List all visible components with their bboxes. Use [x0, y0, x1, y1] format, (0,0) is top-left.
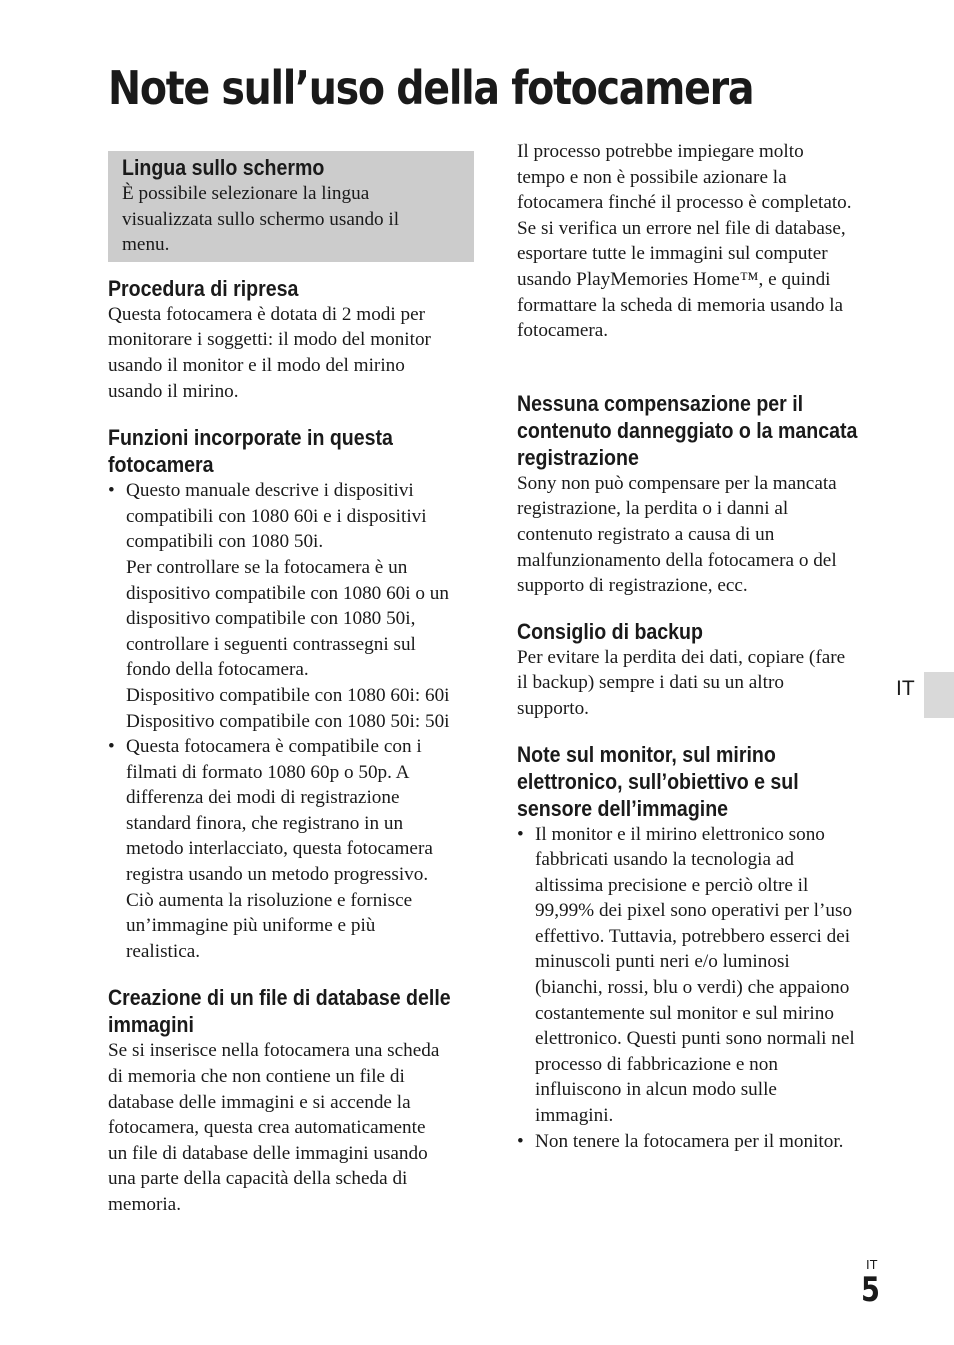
footer-language: IT [866, 1257, 878, 1272]
bullet-list-monitor [517, 822, 883, 1155]
bullet-glyph: • [517, 1130, 524, 1152]
bullet-glyph: • [108, 480, 115, 502]
right-column [517, 139, 883, 1154]
section-heading-funzioni: Funzioni incorporate in questa fotocamera [108, 425, 393, 478]
list-item-text: Il monitor e il mirino elettronico sono fabbricati usando la tecnologia ad altissima precisione e perciò oltre il 99,99% dei pixel sono operativi per l’uso effettivo. Tuttavia, potrebbero esserci dei minuscoli punti neri e/o luminosi (bianchi, rossi, blu o verdi) che appaiono costantemente sul monitor e sul mirino elettronico. Questi punti sono normali nel processo di fabbricazione e non influiscono in alcun modo sulle immagini. [535, 823, 855, 1127]
list-item [108, 478, 474, 734]
list-item [517, 1129, 883, 1155]
language-tab-marker [924, 672, 954, 718]
page-number: 5 [861, 1270, 880, 1310]
section-text-backup: Per evitare la perdita dei dati, copiare (fare il backup) sempre i dati su un altro supporto. [517, 646, 846, 719]
note-box-text: È possibile selezionare la lingua visualizzata sullo schermo usando il menu. [122, 183, 400, 256]
bullet-glyph: • [108, 736, 115, 758]
list-item-text: Questo manuale descrive i dispositivi compatibili con 1080 60i e i dispositivi compatibili con 1080 50i. Per controllare se la fotocamera è un dispositivo compatibile con 1080 60i o un dispositivo compatibile con 1080 50i, controllare i seguenti contrassegni sul fondo della fotocamera. Dispositivo compatibile con 1080 60i: 60i Dispositivo compatibile con 1080 50i: 50i [126, 480, 450, 732]
page-title: Note sull’uso della fotocamera [108, 61, 754, 115]
section-heading-monitor: Note sul monitor, sul mirino elettronico, sull’obiettivo e sul sensore dell’immagine [517, 741, 799, 821]
section-heading-backup: Consiglio di backup [517, 618, 703, 644]
section-heading-nessuna: Nessuna compensazione per il contenuto danneggiato o la mancata registrazione [517, 390, 858, 470]
continuation-text: Il processo potrebbe impiegare molto tempo e non è possibile azionare la fotocamera finché il processo è completato. Se si verifica un errore nel file di database, esportare tutte le immagini sul computer usando PlayMemories Home™, e quindi formattare la scheda di memoria usando la fotocamera. [517, 141, 852, 342]
note-box-language [108, 151, 474, 262]
list-item-text: Questa fotocamera è compatibile con i filmati di formato 1080 60p o 50p. A differenza dei modi di registrazione standard finora, che registrano in un metodo interlacciato, questa fotocamera registra usando un metodo progressivo. Ciò aumenta la risoluzione e fornisce un’immagine più uniforme e più realistica. [126, 736, 433, 962]
section-text-creazione: Se si inserisce nella fotocamera una scheda di memoria che non contiene un file di database delle immagini e si accende la fotocamera, questa crea automaticamente un file di database delle immagini usando una parte della capacità della scheda di memoria. [108, 1040, 440, 1215]
list-item-text: Non tenere la fotocamera per il monitor. [535, 1130, 844, 1152]
list-item [108, 734, 474, 964]
bullet-list-funzioni [108, 478, 474, 964]
section-heading-creazione: Creazione di un file di database delle immagini [108, 985, 451, 1038]
left-column [108, 138, 474, 1218]
language-tab-label: IT [896, 677, 915, 700]
section-text-nessuna: Sony non può compensare per la mancata registrazione, la perdita o i danni al contenuto registrato a causa di un malfunzionamento della fotocamera o del supporto di registrazione, ecc. [517, 472, 837, 597]
section-heading-procedura: Procedura di ripresa [108, 275, 299, 301]
note-box-heading: Lingua sullo schermo [122, 155, 325, 180]
bullet-glyph: • [517, 823, 524, 845]
list-item [517, 822, 883, 1129]
section-text-procedura: Questa fotocamera è dotata di 2 modi per monitorare i soggetti: il modo del monitor usando il monitor e il modo del mirino usando il mirino. [108, 303, 431, 402]
